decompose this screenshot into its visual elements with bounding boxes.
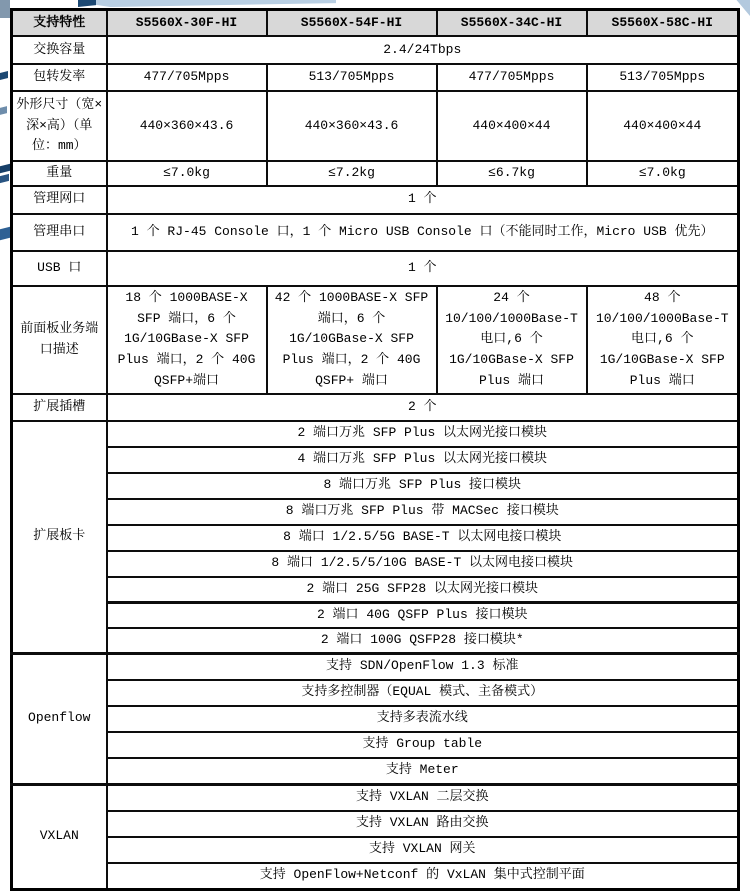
row-label: 外形尺寸（宽×深×高）（单位：mm） <box>12 91 107 161</box>
pps-value: 477/705Mpps <box>437 64 587 91</box>
row-label: 交换容量 <box>12 36 107 64</box>
header-model-s5560x-30f-hi: S5560X-30F-HI <box>107 10 267 37</box>
expansion-card-item: 2 端口 40G QSFP Plus 接口模块 <box>107 602 739 628</box>
deco-swoosh-fragment <box>0 174 9 183</box>
header-model-s5560x-34c-hi: S5560X-34C-HI <box>437 10 587 37</box>
row-label: 重量 <box>12 161 107 186</box>
expansion-card-item: 4 端口万兆 SFP Plus 以太网光接口模块 <box>107 447 739 473</box>
row-label: 前面板业务端口描述 <box>12 286 107 394</box>
deco-swoosh-fragment <box>0 227 10 240</box>
header-feature: 支持特性 <box>12 10 107 37</box>
row-openflow-feature <box>12 680 739 706</box>
expansion-card-item: 2 端口 25G SFP28 以太网光接口模块 <box>107 577 739 603</box>
expansion-card-item: 8 端口 1/2.5/5G BASE-T 以太网电接口模块 <box>107 525 739 551</box>
deco-swoosh-fragment <box>0 164 10 173</box>
group-label-vxlan: VXLAN <box>12 784 107 889</box>
dimension-value: 440×360×43.6 <box>107 91 267 161</box>
row-expansion-card <box>12 602 739 628</box>
row-usb-port <box>12 251 739 286</box>
mgmt-serial-value: 1 个 RJ-45 Console 口，1 个 Micro USB Console 口（不能同时工作，Micro USB 优先） <box>107 214 739 251</box>
row-label: 管理串口 <box>12 214 107 251</box>
dimension-value: 440×400×44 <box>437 91 587 161</box>
dimension-value: 440×360×43.6 <box>267 91 437 161</box>
weight-value: ≤6.7kg <box>437 161 587 186</box>
deco-swoosh-fragment <box>0 0 10 18</box>
row-expansion-card <box>12 499 739 525</box>
row-vxlan-feature <box>12 811 739 837</box>
row-expansion-card <box>12 525 739 551</box>
dimension-value: 440×400×44 <box>587 91 739 161</box>
row-mgmt-serial <box>12 214 739 251</box>
usb-port-value: 1 个 <box>107 251 739 286</box>
row-forwarding-rate <box>12 64 739 91</box>
row-expansion-card <box>12 577 739 603</box>
row-front-panel-ports <box>12 286 739 394</box>
row-expansion-card <box>12 551 739 577</box>
vxlan-feature-item: 支持 VXLAN 二层交换 <box>107 784 739 811</box>
row-vxlan-feature <box>12 863 739 890</box>
row-weight <box>12 161 739 186</box>
mgmt-ethernet-value: 1 个 <box>107 186 739 214</box>
group-label-openflow: Openflow <box>12 653 107 784</box>
front-panel-value: 42 个 1000BASE-X SFP 端口，6 个 1G/10GBase-X SFP Plus 端口，2 个 40G QSFP+ 端口 <box>267 286 437 394</box>
row-vxlan-feature <box>12 837 739 863</box>
row-expansion-slots <box>12 394 739 421</box>
pps-value: 513/705Mpps <box>587 64 739 91</box>
deco-swoosh-fragment <box>0 71 8 80</box>
row-openflow-feature <box>12 706 739 732</box>
row-expansion-card <box>12 628 739 654</box>
row-switching-capacity <box>12 36 739 64</box>
openflow-feature-item: 支持多表流水线 <box>107 706 739 732</box>
row-label: 包转发率 <box>12 64 107 91</box>
row-label: USB 口 <box>12 251 107 286</box>
openflow-feature-item: 支持 Meter <box>107 758 739 785</box>
expansion-card-item: 2 端口 100G QSFP28 接口模块* <box>107 628 739 654</box>
expansion-slots-value: 2 个 <box>107 394 739 421</box>
deco-swoosh-fragment <box>96 0 336 7</box>
row-expansion-card <box>12 447 739 473</box>
pps-value: 477/705Mpps <box>107 64 267 91</box>
vxlan-feature-item: 支持 VXLAN 网关 <box>107 837 739 863</box>
openflow-feature-item: 支持 SDN/OpenFlow 1.3 标准 <box>107 653 739 680</box>
deco-swoosh-fragment <box>0 106 7 115</box>
pps-value: 513/705Mpps <box>267 64 437 91</box>
capacity-value: 2.4/24Tbps <box>107 36 739 64</box>
vxlan-feature-item: 支持 OpenFlow+Netconf 的 VxLAN 集中式控制平面 <box>107 863 739 890</box>
front-panel-value: 48 个 10/100/1000Base-T 电口,6 个 1G/10GBase-X SFP Plus 端口 <box>587 286 739 394</box>
row-label: 扩展插槽 <box>12 394 107 421</box>
openflow-feature-item: 支持多控制器（EQUAL 模式、主备模式） <box>107 680 739 706</box>
weight-value: ≤7.0kg <box>587 161 739 186</box>
row-label: 管理网口 <box>12 186 107 214</box>
expansion-card-item: 8 端口 1/2.5/5/10G BASE-T 以太网电接口模块 <box>107 551 739 577</box>
expansion-card-item: 8 端口万兆 SFP Plus 接口模块 <box>107 473 739 499</box>
header-model-s5560x-58c-hi: S5560X-58C-HI <box>587 10 739 37</box>
row-dimensions <box>12 91 739 161</box>
weight-value: ≤7.2kg <box>267 161 437 186</box>
openflow-feature-item: 支持 Group table <box>107 732 739 758</box>
table-header-row <box>12 10 739 37</box>
row-openflow-feature <box>12 758 739 785</box>
switch-spec-table <box>10 8 740 891</box>
group-label-expansion-cards: 扩展板卡 <box>12 421 107 654</box>
row-vxlan-feature <box>12 784 739 811</box>
row-mgmt-ethernet <box>12 186 739 214</box>
row-openflow-feature <box>12 732 739 758</box>
row-expansion-card <box>12 421 739 447</box>
expansion-card-item: 2 端口万兆 SFP Plus 以太网光接口模块 <box>107 421 739 447</box>
expansion-card-item: 8 端口万兆 SFP Plus 带 MACSec 接口模块 <box>107 499 739 525</box>
deco-swoosh-fragment <box>78 0 96 7</box>
front-panel-value: 18 个 1000BASE-X SFP 端口，6 个 1G/10GBase-X SFP Plus 端口，2 个 40G QSFP+端口 <box>107 286 267 394</box>
weight-value: ≤7.0kg <box>107 161 267 186</box>
row-openflow-feature <box>12 653 739 680</box>
header-model-s5560x-54f-hi: S5560X-54F-HI <box>267 10 437 37</box>
row-expansion-card <box>12 473 739 499</box>
vxlan-feature-item: 支持 VXLAN 路由交换 <box>107 811 739 837</box>
front-panel-value: 24 个 10/100/1000Base-T 电口,6 个 1G/10GBase-X SFP Plus 端口 <box>437 286 587 394</box>
